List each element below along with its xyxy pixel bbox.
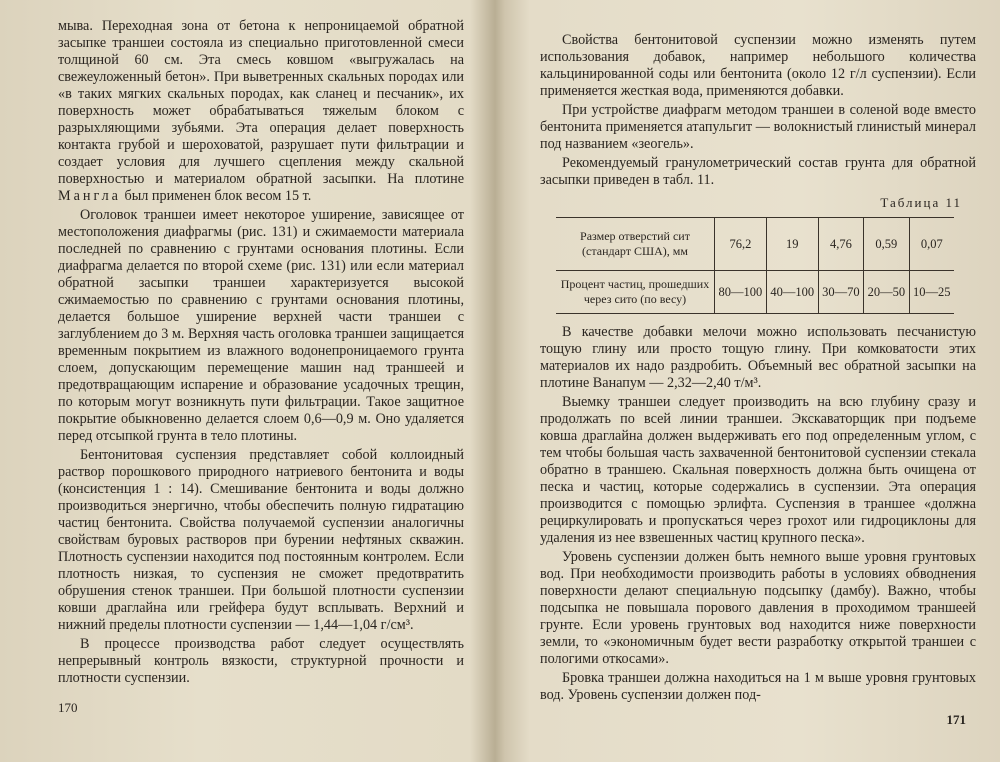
- paragraph: Выемку траншеи следует производить на всю глубину сразу и продолжать по всей линии траншеи. Экскаваторщик при подъеме ковша драглайна должен выдерживать его под определенным углом, с тем чтобы большая часть захваченной бентонитовой суспензии стекала обратно в траншею. Скальная поверхность должна быть очищена от песка и частиц, которые содержались в суспензии. Эта операция производится с помощью эрлифта. Суспензия в траншее «должна рециркулировать и пропускаться через грохот или гидроциклоны для удаления из нее взвешенных частиц крупного песка».: [540, 394, 976, 546]
- place-name: Мангла: [58, 188, 121, 204]
- page-number: 171: [946, 712, 966, 727]
- table-row: [556, 271, 954, 314]
- table-cell: 10—25: [909, 271, 954, 314]
- paragraph: При устройстве диафрагм методом траншеи в соленой воде вместо бентонита применяется атапульгит — волокнистый глинистый минерал под названием «зеогель».: [540, 102, 976, 152]
- paragraph: Уровень суспензии должен быть немного выше уровня грунтовых вод. При необходимости производить работы в условиях обводнения поверхности делают специальную подсыпку (дамбу). Важно, чтобы подсыпка не повышала порового давления в проходимом траншеей грунте. Если уровень грунтовых вод находится ниже поверхности земли, то «экономичным будет вести разработку открытой траншеи с пологими откосами».: [540, 549, 976, 667]
- table-cell: 0,59: [864, 218, 909, 271]
- grain-size-table: [556, 217, 954, 314]
- paragraph: Рекомендуемый гранулометрический состав грунта для обратной засыпки приведен в табл. 11.: [540, 155, 976, 188]
- table-cell: 20—50: [864, 271, 909, 314]
- table-cell: 76,2: [715, 218, 767, 271]
- row-header: Процент частиц, прошедших через сито (по весу): [556, 271, 715, 314]
- table-cell: 40—100: [766, 271, 818, 314]
- paragraph: Бровка траншеи должна находиться на 1 м выше уровня грунтовых вод. Уровень суспензии должен под-: [540, 670, 976, 703]
- table-cell: 19: [766, 218, 818, 271]
- paragraph: Бентонитовая суспензия представляет собой коллоидный раствор порошкового природного натриевого бентонита и воды (консистенция 1 : 14). Смешивание бентонита и воды должно производиться энергично, чтобы обеспечить полную гидратацию частиц бентонита. Свойства получаемой суспензии аналогичны свойствам буровых растворов при бурении нефтяных скважин. Плотность суспензии находится под постоянным контролем. Если плотность низкая, то суспензия не сможет предотвратить обрушения стенок траншеи. При большой плотности суспензии ковши драглайна или грейфера будут всплывать. Верхний и нижний пределы плотности суспензии — 1,44—1,04 г/см³.: [58, 447, 464, 633]
- paragraph: В качестве добавки мелочи можно использовать песчанистую тощую глину или просто тощую глину. При комковатости этих материалов их надо раздробить. Объемный вес обратной засыпки на плотине Ванапум — 2,32—2,40 т/м³.: [540, 324, 976, 391]
- table-cell: 0,07: [909, 218, 954, 271]
- row-header: Размер отверстий сит (стандарт США), мм: [556, 218, 715, 271]
- paragraph: В процессе производства работ следует осуществлять непрерывный контроль вязкости, структурной прочности и плотности суспензии.: [58, 636, 464, 686]
- table-row: [556, 218, 954, 271]
- table-cell: 4,76: [818, 218, 863, 271]
- table-cell: 80—100: [715, 271, 767, 314]
- paragraph: Оголовок траншеи имеет некоторое уширение, зависящее от местоположения диафрагмы (рис. 131) и сжимаемости материала последней по сравнению с грунтами основания плотины. Если диафрагма делается по второй схеме (рис. 131) или если материал обратной засыпки траншеи характеризуется высокой сжимаемостью по сравнению с грунтами основания плотины, делается большое уширение верхней части траншеи с заглублением до 3 м. Верхняя часть оголовка траншеи защищается временным покрытием из влажного водонепроницаемого грунта слоем, допускающим перемещение машин над траншеей и предотвращающим испарение и образование усадочных трещин, по которым могут возникнуть пути фильтрации. Такое защитное покрытие обыкновенно делается слоем 0,6—0,9 м. Оно удаляется перед отсыпкой грунта в тело плотины.: [58, 207, 464, 444]
- paragraph: Свойства бентонитовой суспензии можно изменять путем использования добавок, например небольшого количества кальцинированной соды или бентонита (около 12 г/л суспензии). Если применяется жесткая вода, применяются добавки.: [540, 32, 976, 99]
- right-page: [502, 0, 1000, 762]
- paragraph: мыва. Переходная зона от бетона к непроницаемой обратной засыпке траншеи состояла из специально приготовленной смеси толщиной 60 см. Эта смесь ковшом «выгружалась на свежеуложенный бетон». При выветренных скальных породах или «в таких мягких скальных породах, как сланец и песчаник», их поверхность может обрабатываться тяжелым блоком с разрыхляющими зубьями. Эта операция делает поверхность контакта грубой и шероховатой, разрушает пути фильтрации и создает условия для лучшего сцепления между скальной поверхностью и материалом обратной засыпки. На плотине Мангла был применен блок весом 15 т.: [58, 18, 464, 204]
- table-cell: 30—70: [818, 271, 863, 314]
- page-number: 170: [58, 700, 78, 715]
- left-page: [0, 0, 498, 762]
- table-caption: Таблица 11: [880, 195, 962, 210]
